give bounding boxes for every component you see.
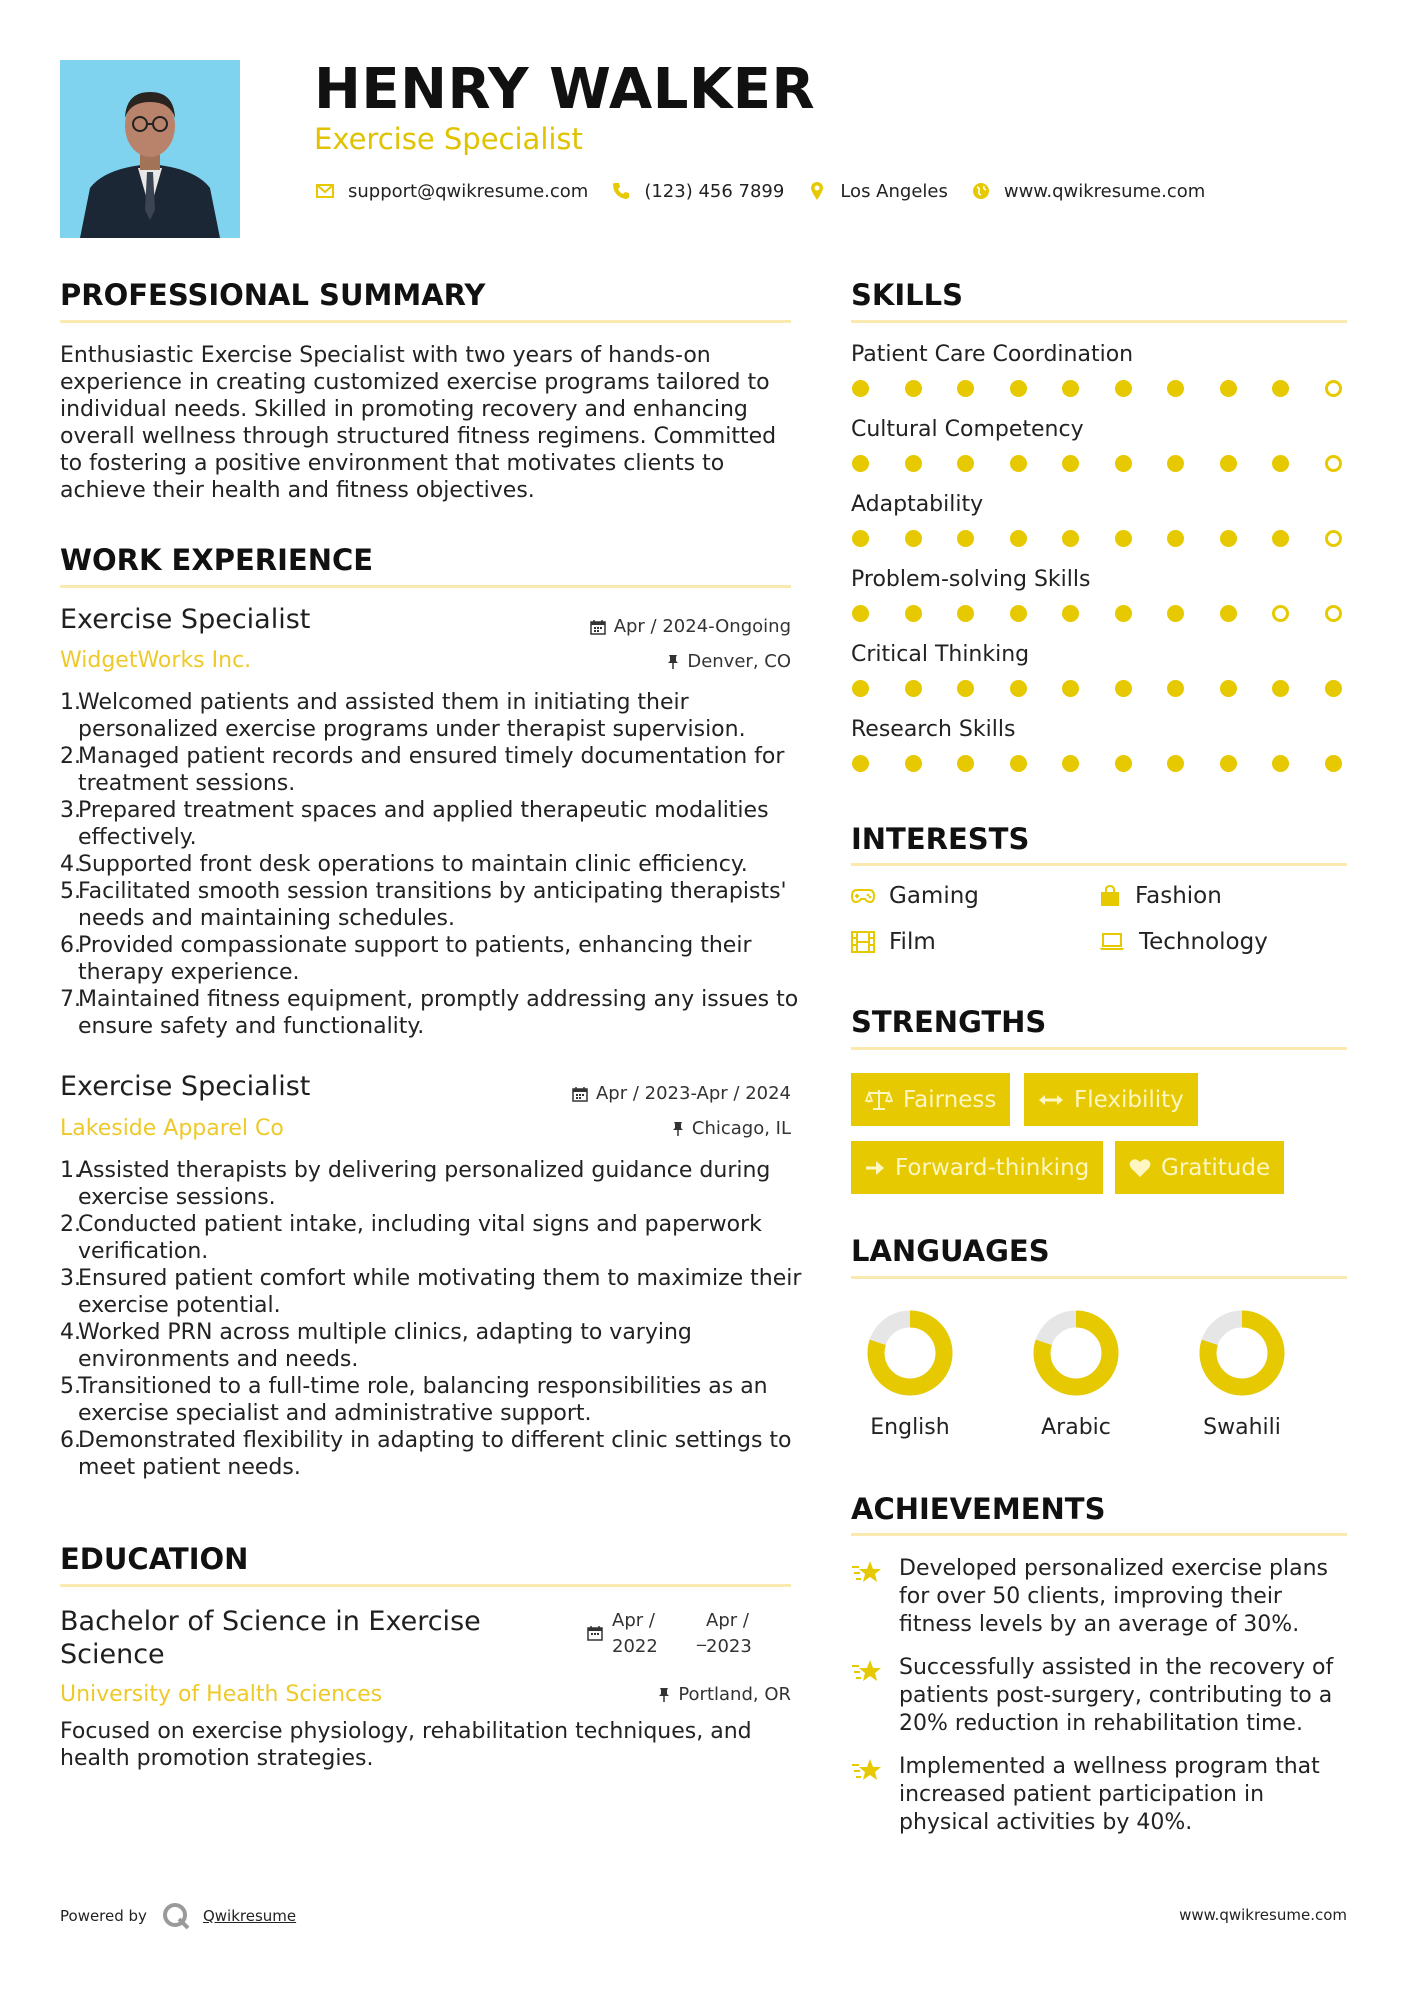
rating-dot-filled [905, 680, 922, 697]
job-2-item: 4. Worked PRN across multiple clinics, adapting to varying environments and needs. [60, 1320, 692, 1372]
skills-heading: SKILLS [851, 278, 963, 312]
rating-dot-filled [852, 680, 869, 697]
rating-dot-filled [1010, 530, 1027, 547]
job-2-title: Exercise Specialist [60, 1071, 311, 1102]
contact-website[interactable]: www.qwikresume.com [1003, 180, 1206, 202]
interest-label: Gaming [889, 883, 979, 909]
balance-scale-icon [865, 1088, 893, 1112]
rating-dot-filled [1272, 380, 1289, 397]
education-school: University of Health Sciences [60, 1682, 383, 1707]
rating-dot-filled [852, 605, 869, 622]
rating-dot-filled [1272, 680, 1289, 697]
rating-dot-empty [1325, 455, 1342, 472]
globe-icon [970, 180, 992, 202]
rating-dot-filled [1115, 530, 1132, 547]
calendar-icon [590, 619, 606, 635]
rating-dot-filled [905, 755, 922, 772]
rating-dot-filled [1115, 605, 1132, 622]
interest-film [851, 929, 936, 955]
rating-dot-filled [957, 530, 974, 547]
education-location [658, 1684, 791, 1705]
job-2-item: 2. Conducted patient intake, including vital signs and paperwork verification. [60, 1212, 762, 1264]
language-donut [1197, 1308, 1287, 1402]
interest-label: Film [889, 929, 936, 955]
strength-label: Forward-thinking [895, 1154, 1090, 1181]
skill-rating [852, 380, 1342, 397]
achievements-rule [851, 1533, 1347, 1536]
achievements-heading: ACHIEVEMENTS [851, 1492, 1106, 1526]
film-icon [851, 931, 875, 953]
rating-dot-filled [1115, 455, 1132, 472]
language-label: Arabic [1041, 1415, 1111, 1440]
strength-label: Fairness [903, 1086, 997, 1113]
skill-name: Cultural Competency [851, 417, 1084, 442]
rating-dot-filled [1062, 455, 1079, 472]
rating-dot-filled [852, 755, 869, 772]
achievement-text: Implemented a wellness program that increased patient participation in physical activities by 40%. [899, 1754, 1320, 1835]
interests-rule [851, 863, 1347, 866]
education-location-text: Portland, OR [678, 1684, 791, 1705]
job-2-company: Lakeside Apparel Co [60, 1116, 284, 1141]
job-2-location [672, 1118, 791, 1139]
heart-icon [1129, 1158, 1151, 1178]
rating-dot-filled [1115, 380, 1132, 397]
strength-label: Gratitude [1161, 1154, 1271, 1181]
job-1-company: WidgetWorks Inc. [60, 648, 252, 673]
rating-dot-filled [905, 455, 922, 472]
job-2-item: 3. Ensured patient comfort while motivating them to maximize their exercise potential. [60, 1266, 802, 1318]
skill-rating [852, 755, 1342, 772]
education-date-separator: _ [697, 1626, 706, 1647]
job-2-items [60, 1157, 813, 1481]
rating-dot-filled [1010, 605, 1027, 622]
rating-dot-filled [1220, 530, 1237, 547]
language-label: Swahili [1203, 1415, 1281, 1440]
skill-name: Research Skills [851, 717, 1016, 742]
profile-photo [60, 60, 240, 238]
rating-dot-filled [1010, 680, 1027, 697]
rating-dot-filled [852, 455, 869, 472]
rating-dot-filled [1062, 680, 1079, 697]
rating-dot-empty [1325, 605, 1342, 622]
rating-dot-filled [852, 530, 869, 547]
achievement-text: Developed personalized exercise plans for over 50 clients, improving their fitness levels by an average of 30%. [899, 1556, 1328, 1637]
rating-dot-filled [1010, 455, 1027, 472]
job-1-date [590, 616, 791, 637]
calendar-icon [587, 1625, 603, 1641]
language-donut [1031, 1308, 1121, 1402]
job-1-item: 4. Supported front desk operations to maintain clinic efficiency. [60, 852, 748, 877]
job-2-item: 5. Transitioned to a full-time role, balancing responsibilities as an exercise specialist and administrative support. [60, 1374, 768, 1426]
education-date-end: Apr / 2023 [706, 1610, 752, 1657]
interest-gaming [851, 883, 979, 909]
qwikresume-logo-icon [161, 1902, 191, 1930]
job-1-item: 2. Managed patient records and ensured timely documentation for treatment sessions. [60, 744, 785, 796]
rating-dot-filled [957, 380, 974, 397]
work-heading: WORK EXPERIENCE [60, 543, 374, 577]
job-2-date-text: Apr / 2023-Apr / 2024 [595, 1083, 791, 1104]
job-2-date [572, 1083, 791, 1104]
job-1-item: 6. Provided compassionate support to patients, enhancing their therapy experience. [60, 933, 752, 985]
languages-heading: LANGUAGES [851, 1234, 1050, 1268]
rating-dot-filled [1010, 755, 1027, 772]
calendar-icon [572, 1086, 588, 1102]
map-marker-icon [806, 180, 828, 202]
star-trophy-icon [851, 1559, 883, 1587]
rating-dot-empty [1325, 530, 1342, 547]
rating-dot-filled [957, 605, 974, 622]
work-rule [60, 585, 791, 588]
rating-dot-filled [905, 380, 922, 397]
summary-rule [60, 320, 791, 323]
language-label: English [870, 1415, 950, 1440]
contact-email[interactable]: support@qwikresume.com [348, 180, 589, 202]
job-2-item: 1. Assisted therapists by delivering personalized guidance during exercise sessions. [60, 1158, 771, 1210]
achievement-item [851, 1654, 1349, 1738]
rating-dot-filled [1220, 455, 1237, 472]
job-1-items [60, 689, 813, 1040]
rating-dot-filled [1220, 680, 1237, 697]
pushpin-icon [658, 1687, 670, 1703]
rating-dot-filled [1167, 380, 1184, 397]
rating-dot-filled [957, 680, 974, 697]
contact-phone[interactable]: (123) 456 7899 [644, 180, 785, 202]
rating-dot-filled [905, 530, 922, 547]
rating-dot-filled [1167, 455, 1184, 472]
powered-by-text: Powered by [60, 1907, 147, 1925]
arrows-horizontal-icon [1038, 1092, 1064, 1108]
candidate-title: Exercise Specialist [314, 122, 583, 156]
rating-dot-filled [1062, 380, 1079, 397]
rating-dot-filled [1115, 680, 1132, 697]
strength-gratitude [1115, 1141, 1284, 1194]
rating-dot-filled [1167, 755, 1184, 772]
rating-dot-filled [1272, 530, 1289, 547]
rating-dot-filled [905, 605, 922, 622]
summary-heading: PROFESSIONAL SUMMARY [60, 278, 486, 312]
rating-dot-filled [957, 455, 974, 472]
languages-rule [851, 1276, 1347, 1279]
contact-bar [314, 178, 1227, 204]
rating-dot-filled [1220, 755, 1237, 772]
rating-dot-filled [1062, 755, 1079, 772]
interest-fashion [1099, 883, 1222, 909]
gamepad-icon [851, 888, 875, 904]
rating-dot-filled [1272, 455, 1289, 472]
skill-rating [852, 530, 1342, 547]
pushpin-icon [672, 1121, 684, 1137]
envelope-icon [314, 180, 336, 202]
interest-label: Technology [1139, 929, 1268, 955]
rating-dot-filled [1115, 755, 1132, 772]
education-heading: EDUCATION [60, 1542, 249, 1576]
rating-dot-filled [1325, 680, 1342, 697]
language-donut [865, 1308, 955, 1402]
skill-name: Critical Thinking [851, 642, 1030, 667]
arrow-right-icon [865, 1159, 885, 1177]
skill-rating [852, 680, 1342, 697]
interest-label: Fashion [1135, 883, 1222, 909]
job-1-item: 5. Facilitated smooth session transitions by anticipating therapists' needs and maintaining schedules. [60, 879, 787, 931]
rating-dot-filled [1062, 530, 1079, 547]
rating-dot-filled [1010, 380, 1027, 397]
qwikresume-link[interactable]: Qwikresume [202, 1907, 297, 1925]
rating-dot-filled [1272, 755, 1289, 772]
skill-name: Adaptability [851, 492, 984, 517]
job-1-date-text: Apr / 2024-Ongoing [613, 616, 791, 637]
achievement-item [851, 1555, 1349, 1639]
rating-dot-filled [1325, 755, 1342, 772]
skill-rating [852, 605, 1342, 622]
rating-dot-filled [957, 755, 974, 772]
skill-name: Patient Care Coordination [851, 342, 1134, 367]
education-date-start: Apr / 2022 [612, 1610, 658, 1657]
strength-forward-thinking [851, 1141, 1103, 1194]
strength-fairness [851, 1073, 1010, 1126]
job-1-item: 1. Welcomed patients and assisted them in initiating their personalized exercise programs under therapist supervision. [60, 690, 746, 742]
job-2-location-text: Chicago, IL [691, 1118, 791, 1139]
job-1-item: 7. Maintained fitness equipment, promptly addressing any issues to ensure safety and functionality. [60, 987, 799, 1039]
shopping-bag-icon [1099, 885, 1121, 907]
rating-dot-empty [1272, 605, 1289, 622]
achievement-item [851, 1753, 1349, 1837]
rating-dot-filled [1167, 530, 1184, 547]
star-trophy-icon [851, 1658, 883, 1686]
rating-dot-empty [1325, 380, 1342, 397]
strengths-heading: STRENGTHS [851, 1005, 1047, 1039]
rating-dot-filled [1062, 605, 1079, 622]
star-trophy-icon [851, 1757, 883, 1785]
pushpin-icon [667, 654, 679, 670]
job-1-location [667, 651, 791, 672]
phone-icon [610, 180, 632, 202]
laptop-icon [1099, 933, 1125, 951]
job-2-item: 6. Demonstrated flexibility in adapting to different clinic settings to meet patient needs. [60, 1428, 792, 1480]
rating-dot-filled [1220, 605, 1237, 622]
interests-heading: INTERESTS [851, 822, 1030, 856]
skill-rating [852, 455, 1342, 472]
skills-rule [851, 320, 1347, 323]
rating-dot-filled [1167, 680, 1184, 697]
interest-technology [1099, 929, 1268, 955]
contact-location: Los Angeles [840, 180, 948, 202]
footer-website[interactable]: www.qwikresume.com [1179, 1906, 1347, 1924]
job-1-title: Exercise Specialist [60, 604, 311, 635]
education-rule [60, 1584, 791, 1587]
rating-dot-filled [852, 380, 869, 397]
achievement-text: Successfully assisted in the recovery of patients post-surgery, contributing to a 20% reduction in rehabilitation time. [899, 1655, 1334, 1736]
summary-text: Enthusiastic Exercise Specialist with two years of hands-on experience in creating customized exercise programs tailored to individual needs. Skilled in promoting recovery and enhancing overall wellness through structured fitness regimens. Committed to fostering a positive environment that motivates clients to achieve their health and fitness objectives. [60, 343, 777, 503]
strengths-rule [851, 1047, 1347, 1050]
skill-name: Problem-solving Skills [851, 567, 1091, 592]
education-description: Focused on exercise physiology, rehabilitation techniques, and health promotion strategies. [60, 1719, 752, 1771]
education-degree: Bachelor of Science in Exercise Science [60, 1606, 481, 1670]
job-1-location-text: Denver, CO [687, 651, 791, 672]
candidate-name: HENRY WALKER [314, 57, 816, 122]
strength-flexibility [1024, 1073, 1198, 1126]
rating-dot-filled [1220, 380, 1237, 397]
strength-label: Flexibility [1074, 1086, 1184, 1113]
rating-dot-filled [1167, 605, 1184, 622]
education-calendar-icon [587, 1625, 603, 1645]
job-1-item: 3. Prepared treatment spaces and applied therapeutic modalities effectively. [60, 798, 769, 850]
footer-powered-by [60, 1902, 296, 1930]
